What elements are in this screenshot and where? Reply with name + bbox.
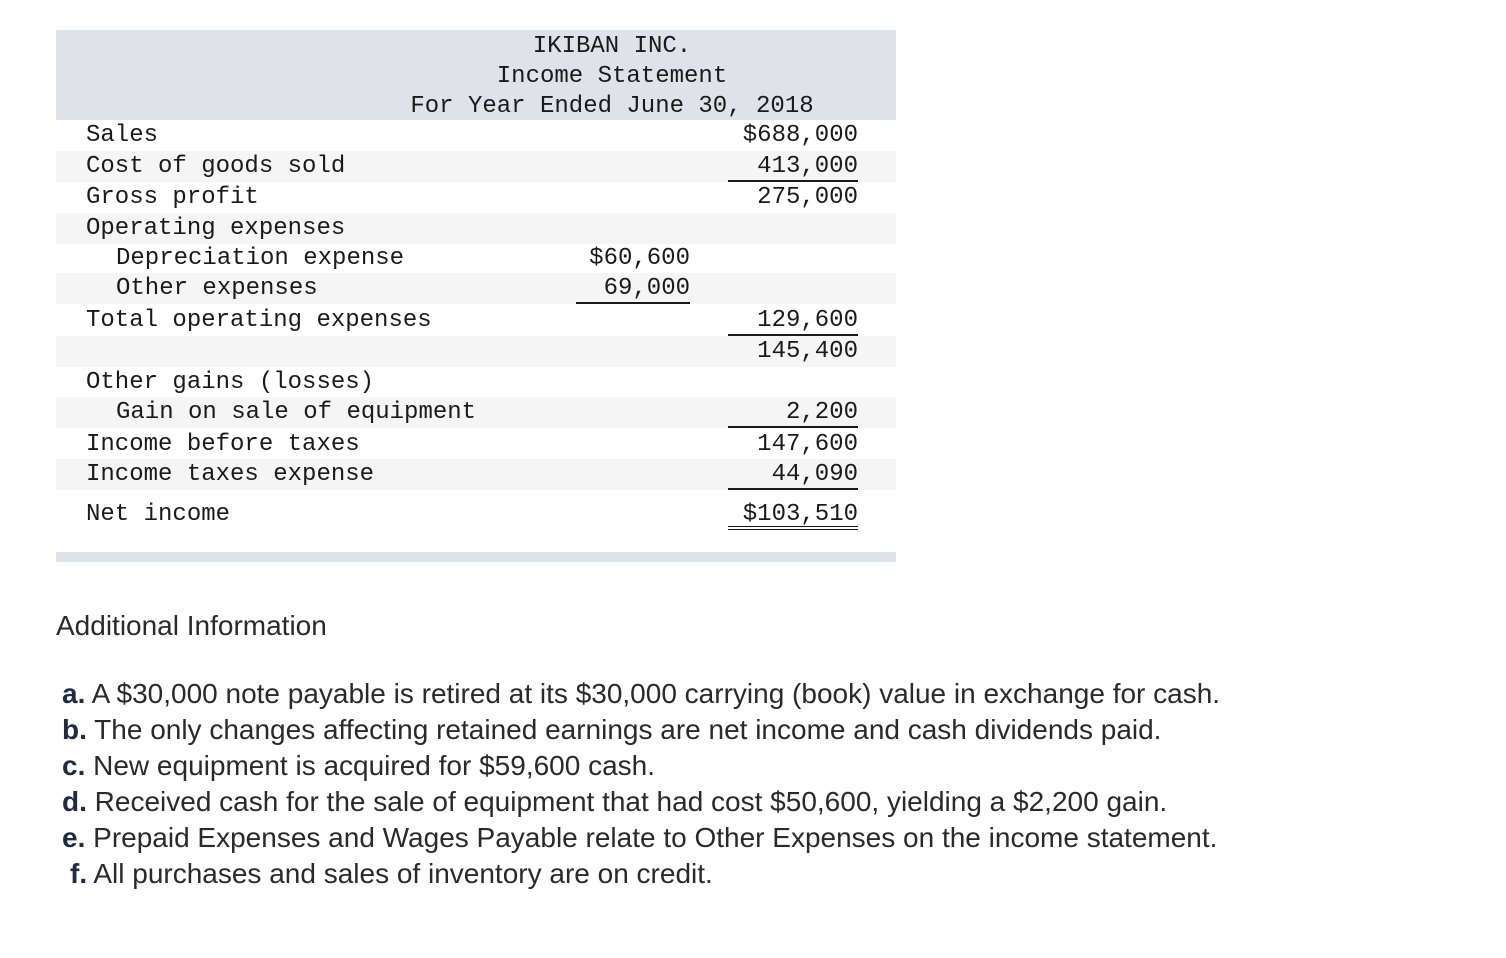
statement-header bbox=[56, 30, 896, 120]
additional-info-list bbox=[62, 676, 1482, 892]
row-label: Income before taxes bbox=[86, 431, 360, 458]
item-text: Received cash for the sale of equipment that had cost $50,600, yielding a $2,200 gain. bbox=[86, 786, 1168, 817]
row-label: Gain on sale of equipment bbox=[116, 399, 477, 426]
row-amount: 275,000 bbox=[757, 184, 858, 211]
row-amount: 44,090 bbox=[728, 459, 858, 490]
row-sub-amount: 69,000 bbox=[576, 273, 690, 304]
row-amount: 2,200 bbox=[728, 397, 858, 428]
row-amount: $103,510 bbox=[728, 499, 858, 530]
item-letter: f. bbox=[70, 858, 88, 889]
row-other-expenses bbox=[56, 273, 896, 304]
list-item bbox=[62, 676, 1482, 712]
row-label: Sales bbox=[86, 122, 159, 149]
row-label: Gross profit bbox=[86, 184, 259, 211]
row-cogs bbox=[56, 151, 896, 182]
row-amount: 129,600 bbox=[728, 305, 858, 336]
item-text: Prepaid Expenses and Wages Payable relate to Other Expenses on the income statement. bbox=[85, 822, 1218, 853]
row-total-operating bbox=[56, 305, 896, 336]
row-operating-expenses bbox=[56, 213, 896, 244]
statement-footer-bar bbox=[56, 552, 896, 562]
list-item bbox=[62, 748, 1482, 784]
row-label: Operating expenses bbox=[86, 215, 346, 242]
row-label: Income taxes expense bbox=[86, 461, 375, 488]
income-statement bbox=[56, 30, 896, 528]
row-label: Net income bbox=[86, 501, 231, 528]
statement-title: Income Statement bbox=[496, 63, 728, 90]
item-letter: e. bbox=[62, 822, 86, 853]
row-label: Other expenses bbox=[116, 275, 318, 302]
row-amount: 145,400 bbox=[757, 338, 858, 365]
row-subtotal bbox=[56, 336, 896, 367]
item-letter: b. bbox=[62, 714, 87, 745]
item-text: All purchases and sales of inventory are on credit. bbox=[87, 858, 713, 889]
item-text: The only changes affecting retained earnings are net income and cash dividends paid. bbox=[86, 714, 1162, 745]
row-amount: $688,000 bbox=[742, 122, 858, 149]
row-amount: 147,600 bbox=[757, 431, 858, 458]
item-letter: a. bbox=[62, 678, 86, 709]
list-item bbox=[62, 820, 1482, 856]
list-item bbox=[62, 856, 1482, 892]
row-label: Other gains (losses) bbox=[86, 369, 375, 396]
row-sales bbox=[56, 120, 896, 151]
row-label: Cost of goods sold bbox=[86, 153, 346, 180]
company-name: IKIBAN INC. bbox=[532, 33, 692, 60]
row-other-gains bbox=[56, 367, 896, 398]
row-income-taxes bbox=[56, 459, 896, 490]
row-label: Depreciation expense bbox=[116, 245, 405, 272]
additional-info-title: Additional Information bbox=[56, 610, 327, 641]
row-label: Total operating expenses bbox=[86, 307, 432, 334]
list-item bbox=[62, 784, 1482, 820]
row-income-before-taxes bbox=[56, 429, 896, 460]
row-amount: 413,000 bbox=[728, 151, 858, 182]
list-item bbox=[62, 712, 1482, 748]
row-gain-on-sale bbox=[56, 397, 896, 428]
item-letter: c. bbox=[62, 750, 86, 781]
item-text: A $30,000 note payable is retired at its $30,000 carrying (book) value in exchange for cash. bbox=[85, 678, 1221, 709]
row-gross-profit bbox=[56, 182, 896, 213]
row-sub-amount: $60,600 bbox=[589, 245, 690, 272]
item-text: New equipment is acquired for $59,600 cash. bbox=[85, 750, 656, 781]
row-depreciation bbox=[56, 243, 896, 274]
row-net-income bbox=[56, 499, 896, 530]
statement-period: For Year Ended June 30, 2018 bbox=[410, 93, 814, 120]
item-letter: d. bbox=[62, 786, 87, 817]
